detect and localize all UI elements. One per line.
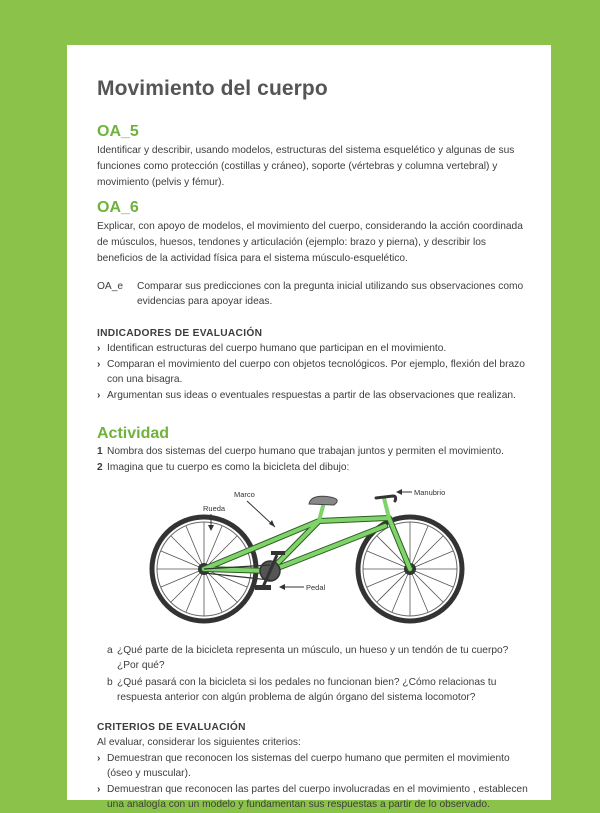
bike-frame-fill bbox=[204, 498, 410, 571]
criteria-intro: Al evaluar, considerar los siguientes criterios: bbox=[97, 736, 301, 748]
criteria-list bbox=[97, 751, 533, 813]
list-item bbox=[97, 782, 533, 813]
list-item bbox=[97, 357, 533, 388]
chevron-right-icon: › bbox=[97, 342, 101, 354]
activity-questions bbox=[97, 643, 533, 706]
list-item bbox=[97, 751, 533, 782]
question-text: ¿Qué pasará con la bicicleta si los pedales no funcionan bien? ¿Cómo relacionas tu respuesta anterior con algún problema de algún órgano del sistema locomotor? bbox=[117, 676, 497, 704]
bicycle-illustration bbox=[97, 484, 533, 629]
oa6-code: OA_6 bbox=[97, 199, 139, 217]
criteria-section bbox=[97, 722, 533, 813]
activity-heading: Actividad bbox=[97, 425, 170, 443]
page-title: Movimiento del cuerpo bbox=[97, 77, 328, 100]
step-number: 2 bbox=[97, 461, 103, 473]
seat bbox=[309, 496, 337, 505]
step-text: Nombra dos sistemas del cuerpo humano que trabajan juntos y permiten el movimiento. bbox=[107, 446, 504, 458]
indicators-heading: INDICADORES DE EVALUACIÓN bbox=[97, 327, 263, 339]
list-item bbox=[97, 460, 533, 476]
activity-section bbox=[97, 425, 533, 706]
chevron-right-icon: › bbox=[97, 783, 101, 795]
chevron-right-icon: › bbox=[97, 358, 101, 370]
question-text: ¿Qué parte de la bicicleta representa un músculo, un hueso y un tendón de tu cuerpo? ¿Por qué? bbox=[117, 644, 509, 672]
list-item-text: Argumentan sus ideas o eventuales respuestas a partir de las observaciones que realizan. bbox=[107, 389, 516, 401]
list-item-text: Demuestran que reconocen las partes del cuerpo involucradas en el movimiento , establecen una analogía con un modelo y fundamentan sus respuestas a partir de lo observado. bbox=[107, 783, 528, 811]
question-letter: b bbox=[107, 676, 113, 688]
list-item-text: Comparan el movimiento del cuerpo con objetos tecnológicos. Por ejemplo, flexión del brazo con una bisagra. bbox=[107, 358, 525, 386]
bicycle-icon bbox=[97, 484, 533, 629]
label-pedal: Pedal bbox=[306, 582, 326, 592]
list-item bbox=[107, 643, 533, 674]
criteria-heading: CRITERIOS DE EVALUACIÓN bbox=[97, 721, 246, 733]
oa6-text: Explicar, con apoyo de modelos, el movimiento del cuerpo, considerando la acción coordinada de músculos, huesos, tendones y articulación (ejemplo: brazo y pierna), y describir los beneficios de la actividad física para el sistema músculo-esquelético. bbox=[97, 221, 523, 264]
list-item bbox=[97, 341, 533, 357]
chevron-right-icon: › bbox=[97, 389, 101, 401]
label-rueda: Rueda bbox=[203, 503, 226, 513]
chevron-right-icon: › bbox=[97, 752, 101, 764]
oa5-code: OA_5 bbox=[97, 123, 139, 140]
label-manubrio: Manubrio bbox=[414, 487, 446, 497]
oae-code: OA_e bbox=[97, 280, 124, 292]
oa5-text: Identificar y describir, usando modelos, estructuras del sistema esquelético y algunas de sus funciones como protección (costillas y cráneo), soporte (vértebras y columna vertebral) y movimiento (pelvis y fémur). bbox=[97, 145, 515, 188]
oa5-block bbox=[97, 123, 533, 190]
list-item bbox=[107, 675, 533, 706]
list-item bbox=[97, 388, 533, 404]
oae-block bbox=[97, 279, 533, 310]
list-item-text: Demuestran que reconocen los sistemas del cuerpo humano que permiten el movimiento (óseo y muscular). bbox=[107, 752, 510, 780]
question-letter: a bbox=[107, 644, 113, 656]
indicators-list bbox=[97, 341, 533, 403]
oa6-block bbox=[97, 199, 533, 266]
page-sheet bbox=[67, 45, 551, 811]
indicators-section bbox=[97, 328, 533, 403]
label-marco: Marco bbox=[234, 489, 255, 499]
page-content bbox=[97, 77, 533, 813]
list-item-text: Identifican estructuras del cuerpo humano que participan en el movimiento. bbox=[107, 342, 447, 354]
list-item bbox=[97, 444, 533, 460]
activity-steps bbox=[97, 444, 533, 475]
step-text: Imagina que tu cuerpo es como la bicicleta del dibujo: bbox=[107, 461, 350, 473]
oae-text: Comparar sus predicciones con la pregunta inicial utilizando sus observaciones como evidencias para apoyar ideas. bbox=[137, 280, 524, 308]
step-number: 1 bbox=[97, 446, 103, 458]
